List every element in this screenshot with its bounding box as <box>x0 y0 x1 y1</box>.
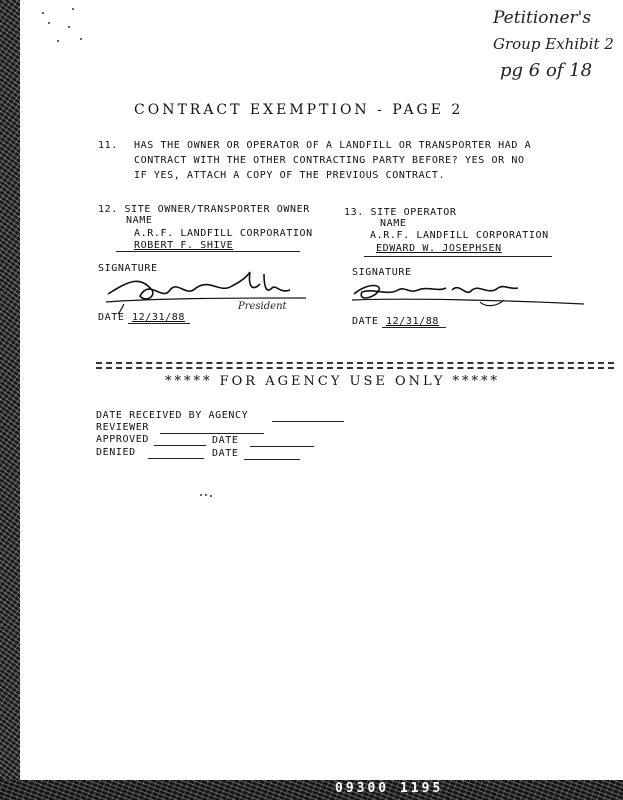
section-13-name-line <box>364 256 552 257</box>
section-12-company: A.R.F. LANDFILL CORPORATION <box>134 228 313 239</box>
approved-line <box>154 445 206 446</box>
denied-date-line <box>244 459 300 460</box>
handwritten-note-line1: Petitioner's <box>493 8 592 28</box>
scan-edge-left <box>0 0 20 800</box>
section-13-date-label: DATE <box>352 316 379 327</box>
question-11-line2: CONTRACT WITH THE OTHER CONTRACTING PARTY BEFORE? YES OR NO <box>134 155 525 166</box>
section-12-signature-label: SIGNATURE <box>98 263 158 274</box>
question-11-number: 11. <box>98 140 118 151</box>
section-13-name-label: NAME <box>380 218 407 229</box>
page-title: CONTRACT EXEMPTION - PAGE 2 <box>134 102 464 118</box>
agency-separator-top <box>96 362 614 364</box>
denied-date-label: DATE <box>212 448 239 459</box>
date-received-label: DATE RECEIVED BY AGENCY <box>96 410 249 421</box>
section-12-name-label: NAME <box>126 215 153 226</box>
section-13-heading: 13. SITE OPERATOR <box>344 207 457 218</box>
section-13-person: EDWARD W. JOSEPHSEN <box>376 243 502 254</box>
handwritten-note-line2: Group Exhibit 2 <box>493 35 614 53</box>
denied-label: DENIED <box>96 447 136 458</box>
approved-date-line <box>250 446 314 447</box>
section-13-signature-label: SIGNATURE <box>352 267 412 278</box>
section-13-date-value: 12/31/88 <box>386 316 439 327</box>
section-13-date-line <box>382 327 446 328</box>
section-12-date-line <box>128 323 190 324</box>
section-12-signature-title: President <box>238 301 287 312</box>
section-12-date-value: 12/31/88 <box>132 312 185 323</box>
date-received-line <box>272 421 344 422</box>
question-11-line3: IF YES, ATTACH A COPY OF THE PREVIOUS CONTRACT. <box>134 170 446 181</box>
agency-separator-bottom <box>96 367 614 369</box>
question-11-line1: HAS THE OWNER OR OPERATOR OF A LANDFILL OR TRANSPORTER HAD A <box>134 140 532 151</box>
section-12-name-line <box>116 251 300 252</box>
agency-banner: ***** FOR AGENCY USE ONLY ***** <box>165 374 501 389</box>
scan-edge-bottom <box>0 780 623 800</box>
denied-line <box>148 458 204 459</box>
section-12-person: ROBERT F. SHIVE <box>134 240 234 251</box>
section-13-signature-image <box>348 278 588 318</box>
reviewer-label: REVIEWER <box>96 422 149 433</box>
approved-date-label: DATE <box>212 435 239 446</box>
reviewer-line <box>160 433 264 434</box>
section-12-date-label: DATE <box>98 312 125 323</box>
section-12-heading: 12. SITE OWNER/TRANSPORTER OWNER <box>98 204 310 215</box>
footer-stamp: 09300 1195 <box>335 781 444 796</box>
section-13-company: A.R.F. LANDFILL CORPORATION <box>370 230 549 241</box>
handwritten-note-line3: pg 6 of 18 <box>500 60 593 81</box>
approved-label: APPROVED <box>96 434 149 445</box>
